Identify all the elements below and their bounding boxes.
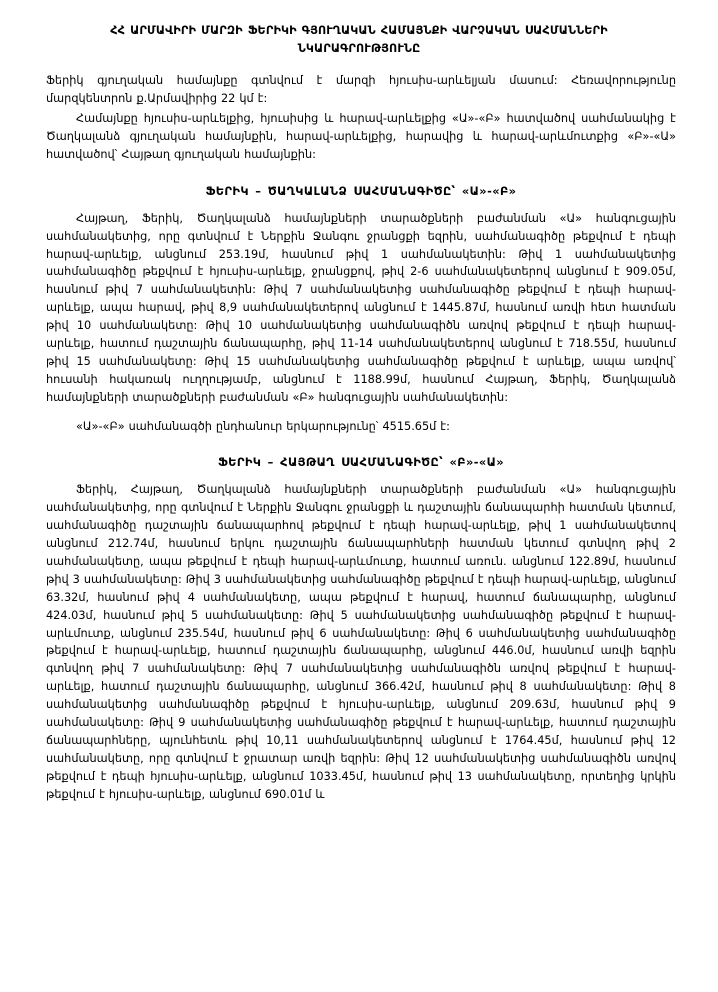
- intro-line-2: Հեռավորությունը մարզկենտրոն ք.Արմավիրից 22 կմ է:: [46, 74, 676, 106]
- page-title: ՀՀ ԱՐՄԱՎԻՐԻ ՄԱՐԶԻ ՖԵՐԻԿԻ ԳՅՈՒՂԱԿԱՆ ՀԱՄԱՅՆՔԻ ՎԱՐՉԱԿԱՆ ՍԱՀՄԱՆՆԵՐԻ ՆԿԱՐԱԳՐՈՒԹՅՈՒՆԸ: [110, 24, 608, 56]
- title-gap: [46, 58, 676, 72]
- section-2-paragraph-1: Ֆերիկ, Հայթաղ, Ծաղկալանձ համայնքների տարածքների բաժանման «Ա» հանգուցային սահմանակետից, որը գտնվում է Ներքին Ջանգու ջրանցքի և դաշտային ճանապարհի հատման կետում, սահմանագիծը դաշտային ճանապարհով թեքվում է դեպի հարավ-արևելք, թիվ 1 սահմանակետով անցնում 212.74մ, հասնում երկու դաշտային ճանապարհների հատման կետում գտնվող թիվ 2 սահմանակետը, ապա թեքվում է դեպի հարավ-արևմուտք, հատում առուն. անցնում 122.89մ, հասնում թիվ 3 սահմանակետը: Թիվ 3 սահմանակետից սահմանագիծը թեքվում է դեպի հարավ-արևելք, անցնում 63.32մ, հասնում թիվ 4 սահմանակետը, ապա թեքվում է հարավ, հատում ճանապարհը, անցնում 424.03մ, հասնում թիվ 5 սահմանակետը: Թիվ 5 սահմանակետից սահմանագիծը թեքվում է հարավ-արևմուտք, անցնում 235.54մ, հասնում թիվ 6 սահմանակետը: Թիվ 6 սահմանակետից սահմանագիծը թեքվում է հարավ-արևելք, հատում դաշտային ճանապարհը, անցնում 446.0մ, հասնում առվի եզրին գտնվող թիվ 7 սահմանակետը: Թիվ 7 սահմանակետից սահմանագիծն առվով թեքվում է հարավ-արևելք, հատում դաշտային ճանապարհը, անցնում 366.42մ, հասնում թիվ 8 սահմանակետը: Թիվ 8 սահմանակետից սահմանագիծը թեքվում է հյուսիս-արևելք, անցնում 209.63մ, հասնում թիվ 9 սահմանակետը: Թիվ 9 սահմանակետից սահմանագիծը թեքվում է հարավ-արևելք, հատում դաշտային ճանապարհները, պյունհետև թիվ 10,11 սահմանակետերով անցնում է 1764.45մ, հասնում թիվ 12 սահմանակետը, որը գտնվում է ջրատար առվի եզրին: Թիվ 12 սահմանակետից սահմանագիծն առվով թեքվում է դեպի հյուսիս-արևելք, անցնում 1033.45մ, հասնում թիվ 13 սահմանակետը, որտեղից կրկին թեքվում է հյուսիս-արևելք, անցնում 690.01մ և: [46, 483, 676, 801]
- intro-line-1: Ֆերիկ գյուղական համայնքը գտնվում է մարզի հյուսիս-արևելյան մասում:: [46, 74, 558, 88]
- section-heading-feric-tsaghkalandz: ՖԵՐԻԿ – ԾԱՂԿԱԼԱՆՁ ՍԱՀՄԱՆԱԳԻԾԸ՝ «Ա»-«Բ»: [205, 183, 517, 198]
- section-heading-feric-haytagh: ՖԵՐԻԿ – ՀԱՅԹԱՂ ՍԱՀՄԱՆԱԳԻԾԸ՝ «Բ»-«Ա»: [217, 455, 505, 470]
- section-1-total-length: «Ա»-«Բ» սահմանագծի ընդհանուր երկարությունը՝ 4515.65մ է:: [76, 419, 450, 433]
- intro-paragraph: [46, 72, 676, 110]
- document-body: [0, 58, 718, 805]
- intro-line-3: Համայնքը հյուսիս-արևելքից, հյուսիսից և հարավ-արևելքից «Ա»-«Բ» հատվածով սահմանակից է Ծաղկալանձ գյուղական համայնքին, հարավ-արևելքից, հարավից և հարավ-արևմուտքից «Բ»-«Ա» հատվածով՝ Հայթաղ գյուղական համայնքին:: [46, 112, 676, 161]
- section-1-paragraph-1: Հայթաղ, Ֆերիկ, Ծաղկալանձ համայնքների տարածքների բաժանման «Ա» հանգուցային սահմանակետից, որը գտնվում է Ներքին Ջանգու ջրանցքի եզրին, սահմանագիծը թեքվում է դեպի հարավ-արևելք, անցնում 253.19մ, հասնում թիվ 1 սահմանակետին: Թիվ 1 սահմանակետից սահմանագիծը թեքվում է հյուսիս-արևելք, ջրանցքով, թիվ 2-6 սահմանակետերով անցնում է 909.05մ, հասնում թիվ 7 սահմանակետին: Թիվ 7 սահմանակետից սահմանագիծը թեքվում է դեպի հարավ-արևելք, ապա հարավ, թիվ 8,9 սահմանակետերով անցնում է 1445.87մ, հասնում առվի հետ հատման թիվ 10 սահմանակետը: Թիվ 10 սահմանակետից սահմանագիծն առվով թեքվում է դեպի հարավ-արևելք, հատում դաշտային ճանապարհը, թիվ 11-14 սահմանակետերով անցնում է 718.55մ, հասնում թիվ 15 սահմանակետը: Թիվ 15 սահմանակետից սահմանագիծը թեքվում է արևելք, ապա առվով՝ հուսանի հակառակ ուղղությամբ, անցնում է 1188.99մ, հասնում Հայթաղ, Ֆերիկ, Ծաղկալանձ համայնքների տարածքների բաժանման «Բ» հանգուցային սահմանակետին:: [46, 211, 676, 404]
